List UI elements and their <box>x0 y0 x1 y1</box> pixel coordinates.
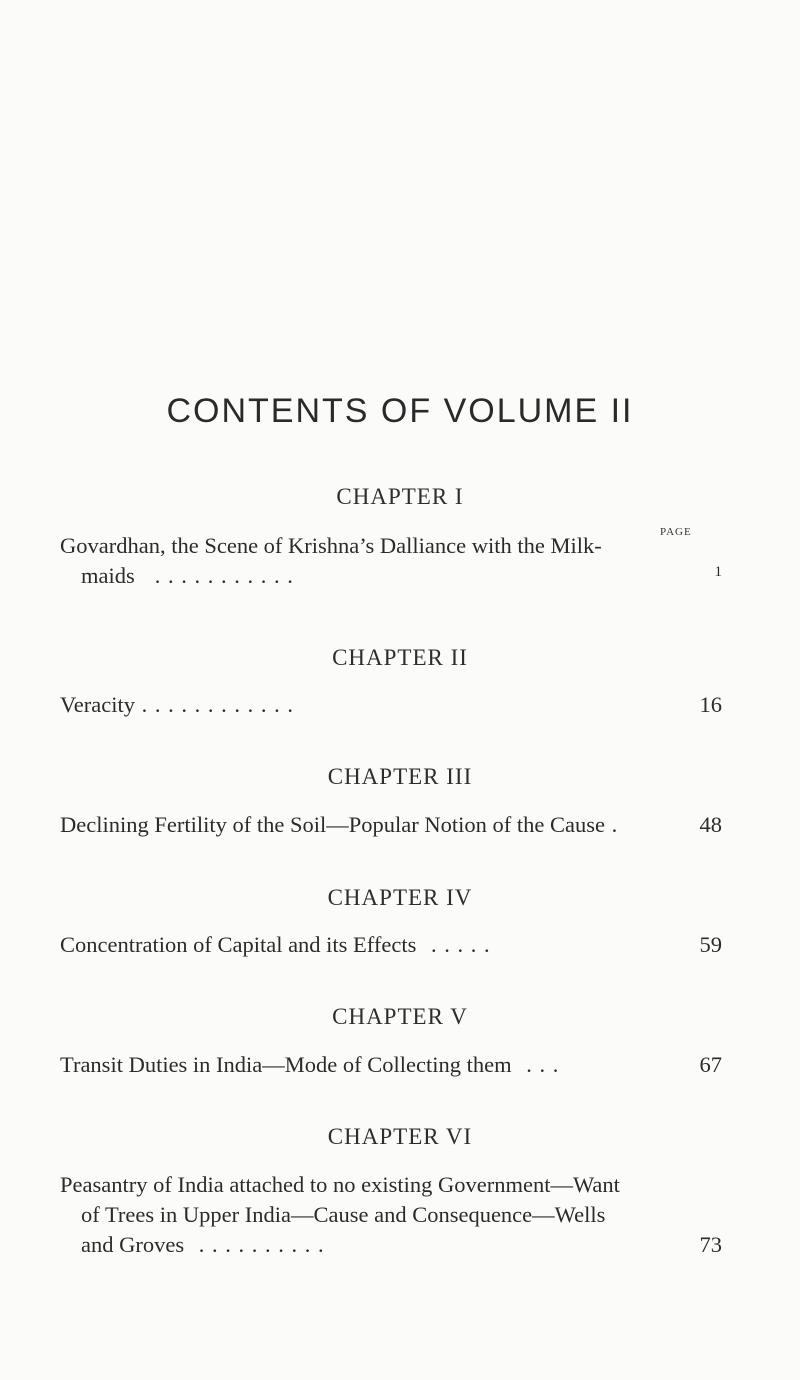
chapter-5-entry[interactable] <box>60 1050 722 1080</box>
chapter-3-entry[interactable] <box>60 810 722 840</box>
chapter-6-leader-dots: . . . . . . . . . . <box>192 1232 325 1257</box>
chapter-1-entry[interactable] <box>60 531 722 591</box>
chapter-6-title-line-3 <box>60 1230 722 1260</box>
chapter-6-title-line-1: Peasantry of India attached to no existing Government—Want <box>60 1172 620 1197</box>
chapter-3-page-number: 48 <box>699 812 722 837</box>
chapter-2-title-line-1 <box>60 690 722 720</box>
chapter-5-page-number: 67 <box>699 1052 722 1077</box>
chapter-4-page-number: 59 <box>699 932 722 957</box>
chapter-6-page-number: 73 <box>699 1232 722 1257</box>
chapter-4-heading: CHAPTER IV <box>327 885 473 910</box>
chapter-4-title-text: Concentration of Capital and its Effects <box>60 932 417 957</box>
chapter-1-leader-dots: . . . . . . . . . . . <box>154 563 294 588</box>
chapter-2-entry[interactable] <box>60 690 722 720</box>
chapter-2-heading: CHAPTER II <box>332 645 468 670</box>
chapter-3-title-text: Declining Fertility of the Soil—Popular Notion of the Cause <box>60 812 605 837</box>
chapter-1-title-line-1: Govardhan, the Scene of Krishna’s Dalliance with the Milk- <box>60 533 602 558</box>
chapter-5-heading: CHAPTER V <box>332 1004 468 1029</box>
chapter-2-title-text: Veracity <box>60 692 135 717</box>
chapter-4-entry[interactable] <box>60 930 722 960</box>
chapter-1-heading: CHAPTER I <box>336 484 464 509</box>
page-title: CONTENTS OF VOLUME II <box>166 392 634 430</box>
chapter-4-title-line-1 <box>60 930 722 960</box>
chapter-5-title-line-1 <box>60 1050 722 1080</box>
chapter-3-title-line-1 <box>60 810 722 840</box>
page-column-label: PAGE <box>660 526 692 538</box>
chapter-5-leader-dots: . . . <box>519 1052 560 1077</box>
chapter-6-heading: CHAPTER VI <box>327 1124 473 1149</box>
chapter-1-title-line-2 <box>60 561 722 591</box>
chapter-1-page-number: 1 <box>714 564 722 580</box>
chapter-3-heading: CHAPTER III <box>327 764 473 789</box>
chapter-6-entry[interactable] <box>60 1170 722 1260</box>
chapter-5-title-text: Transit Duties in India—Mode of Collecting them <box>60 1052 512 1077</box>
chapter-2-leader-dots: . . . . . . . . . . . . <box>134 692 294 717</box>
chapter-2-page-number: 16 <box>699 692 722 717</box>
chapter-3-leader-dots: . <box>604 812 619 837</box>
chapter-6-title-line-3-text: and Groves <box>81 1232 185 1257</box>
chapter-1-title-line-2-text: maids <box>81 563 135 588</box>
chapter-6-title-line-2: of Trees in Upper India—Cause and Consequence—Wells <box>81 1202 606 1227</box>
chapter-4-leader-dots: . . . . . <box>424 932 491 957</box>
